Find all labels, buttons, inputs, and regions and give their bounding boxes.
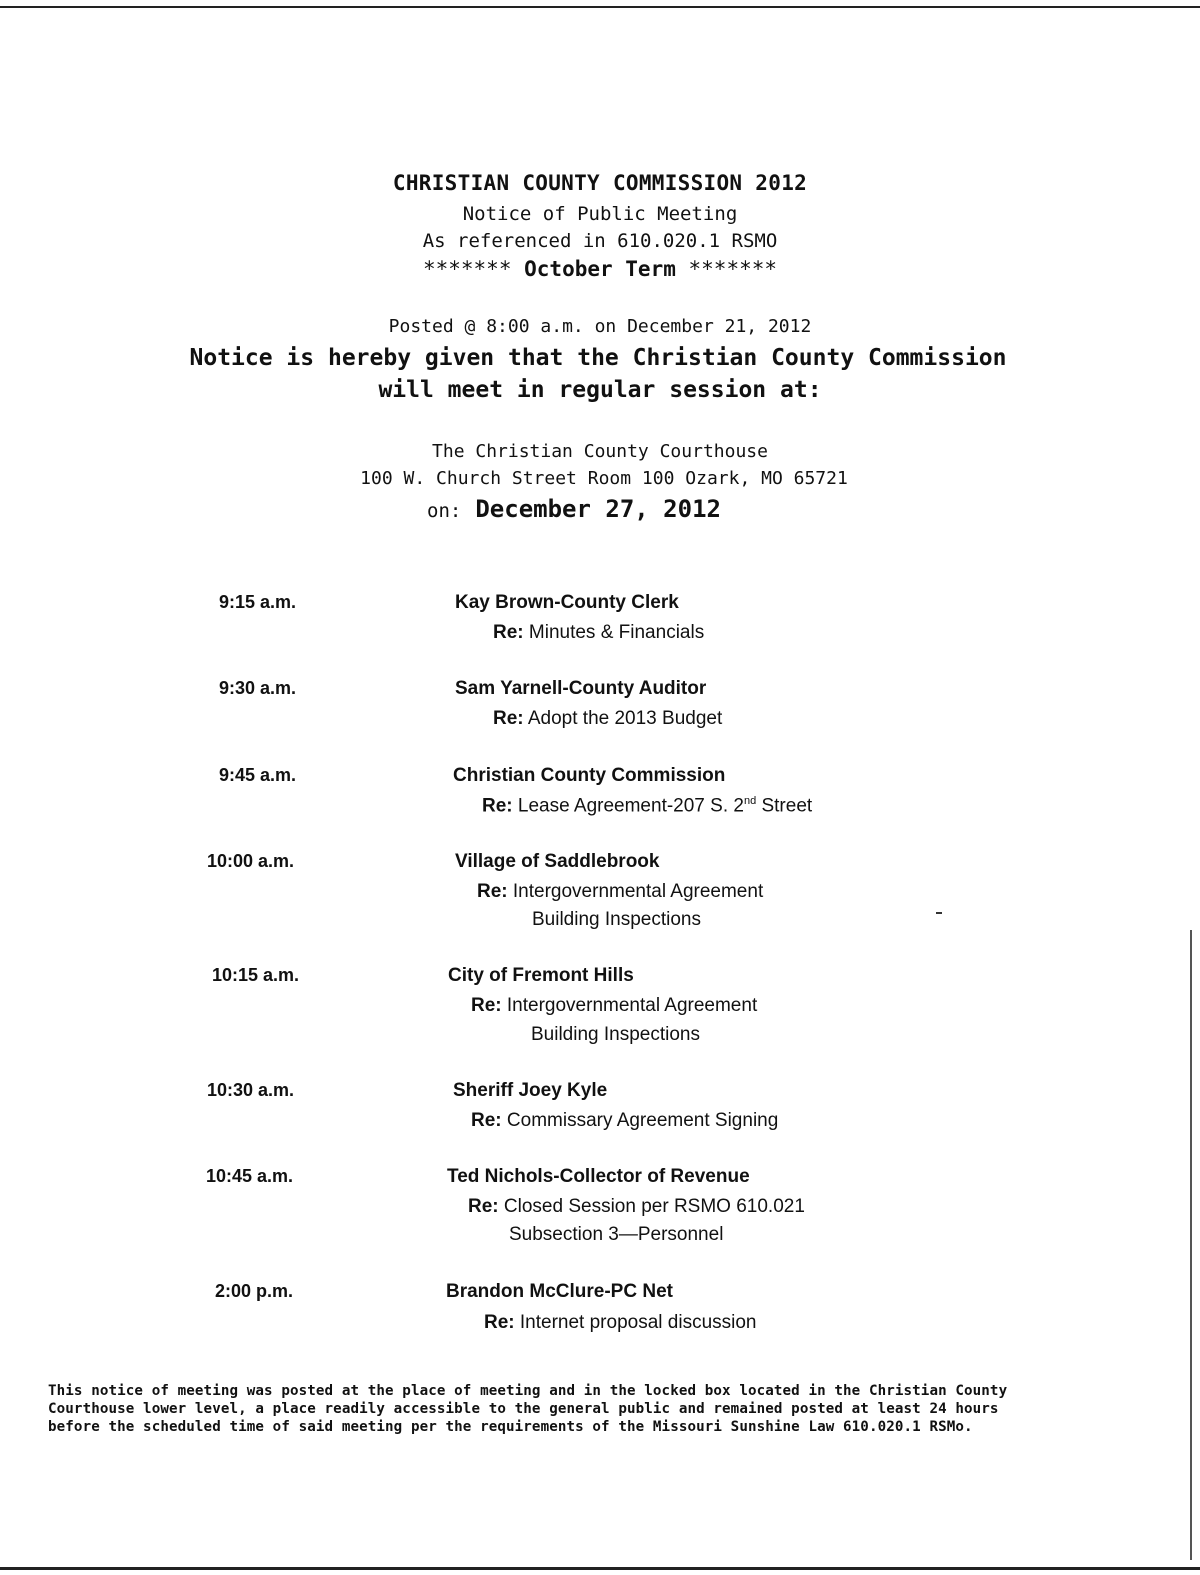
agenda-presenter: Ted Nichols-Collector of Revenue <box>447 1166 750 1187</box>
subject-text: Minutes & Financials <box>528 622 705 643</box>
statute-reference: As referenced in 610.020.1 RSMO <box>422 230 778 252</box>
agenda-presenter: Sheriff Joey Kyle <box>453 1080 608 1101</box>
subject-superscript: nd <box>743 795 757 807</box>
agenda-subject <box>482 795 812 817</box>
term-stars-left: ******* <box>422 257 512 281</box>
agenda-subject-detail: Building Inspections <box>531 1024 700 1045</box>
document-title: CHRISTIAN COUNTY COMMISSION 2012 <box>392 171 808 195</box>
document-subtitle: Notice of Public Meeting <box>462 203 738 225</box>
subject-text: Internet proposal discussion <box>519 1312 757 1333</box>
agenda-time: 10:15 a.m. <box>212 965 300 985</box>
subject-text: Intergovernmental Agreement <box>506 995 758 1016</box>
agenda-time: 9:30 a.m. <box>219 678 297 698</box>
on-label: on: <box>427 500 462 522</box>
subject-text: Adopt the 2013 Budget <box>527 708 723 729</box>
agenda-subject <box>484 1312 757 1334</box>
re-label: Re: <box>482 795 513 817</box>
agenda-subject <box>471 1110 778 1132</box>
meeting-date: December 27, 2012 <box>475 495 721 523</box>
agenda-time: 10:30 a.m. <box>207 1080 295 1100</box>
location-place: The Christian County Courthouse <box>432 441 768 462</box>
location-address: 100 W. Church Street Room 100 Ozark, MO 65721 <box>360 468 848 489</box>
term-line <box>0 257 1200 281</box>
agenda-presenter: Brandon McClure-PC Net <box>446 1281 673 1302</box>
agenda-subject-detail: Subsection 3—Personnel <box>509 1224 724 1245</box>
re-label: Re: <box>484 1312 515 1333</box>
subject-text: Commissary Agreement Signing <box>506 1110 779 1131</box>
agenda-subject <box>493 622 704 644</box>
posted-line: Posted @ 8:00 a.m. on December 21, 2012 <box>388 316 812 337</box>
re-label: Re: <box>493 708 524 729</box>
subject-text: Intergovernmental Agreement <box>512 881 764 902</box>
posting-statement <box>48 1382 1178 1436</box>
agenda-presenter: Christian County Commission <box>453 765 726 786</box>
re-label: Re: <box>477 881 508 902</box>
subject-text: Closed Session per RSMO 610.021 <box>503 1196 805 1217</box>
re-label: Re: <box>471 995 502 1016</box>
re-label: Re: <box>471 1110 502 1131</box>
notice-line-1: Notice is hereby given that the Christian County Commission <box>189 345 1007 371</box>
agenda-time: 2:00 p.m. <box>215 1281 294 1301</box>
agenda-subject <box>468 1196 805 1218</box>
agenda-presenter: Village of Saddlebrook <box>455 851 660 872</box>
term-name: October Term <box>524 257 676 281</box>
agenda-presenter: Kay Brown-County Clerk <box>455 592 679 613</box>
posting-statement-line-2: Courthouse lower level, a place readily accessible to the general public and remained posted at least 24 hours <box>48 1401 999 1417</box>
agenda-presenter: City of Fremont Hills <box>448 965 634 986</box>
agenda-subject-detail: Building Inspections <box>532 909 701 930</box>
re-label: Re: <box>493 622 524 643</box>
term-stars-right: ******* <box>688 257 778 281</box>
scan-edge-right <box>1190 930 1192 1560</box>
posting-statement-line-1: This notice of meeting was posted at the place of meeting and in the locked box located in the Christian County <box>48 1383 1008 1399</box>
agenda-time: 10:00 a.m. <box>207 851 295 871</box>
scan-edge-bottom <box>0 1567 1200 1570</box>
subject-text-after: Street <box>756 795 813 817</box>
agenda-time: 10:45 a.m. <box>206 1166 294 1186</box>
notice-line-2: will meet in regular session at: <box>378 377 822 403</box>
meeting-date-line <box>0 495 1174 523</box>
re-label: Re: <box>468 1196 499 1217</box>
scan-speck <box>936 912 942 914</box>
agenda-presenter: Sam Yarnell-County Auditor <box>455 678 707 699</box>
agenda-subject <box>493 708 722 730</box>
agenda-subject <box>477 881 763 903</box>
agenda-subject <box>471 995 757 1017</box>
posting-statement-line-3: before the scheduled time of said meeting per the requirements of the Missouri Sunshine Law 610.020.1 RSMo. <box>48 1419 973 1435</box>
scan-edge-top <box>0 6 1200 8</box>
subject-text: Lease Agreement-207 S. 2 <box>517 795 744 817</box>
agenda-time: 9:15 a.m. <box>219 592 297 612</box>
agenda-time: 9:45 a.m. <box>219 765 297 785</box>
